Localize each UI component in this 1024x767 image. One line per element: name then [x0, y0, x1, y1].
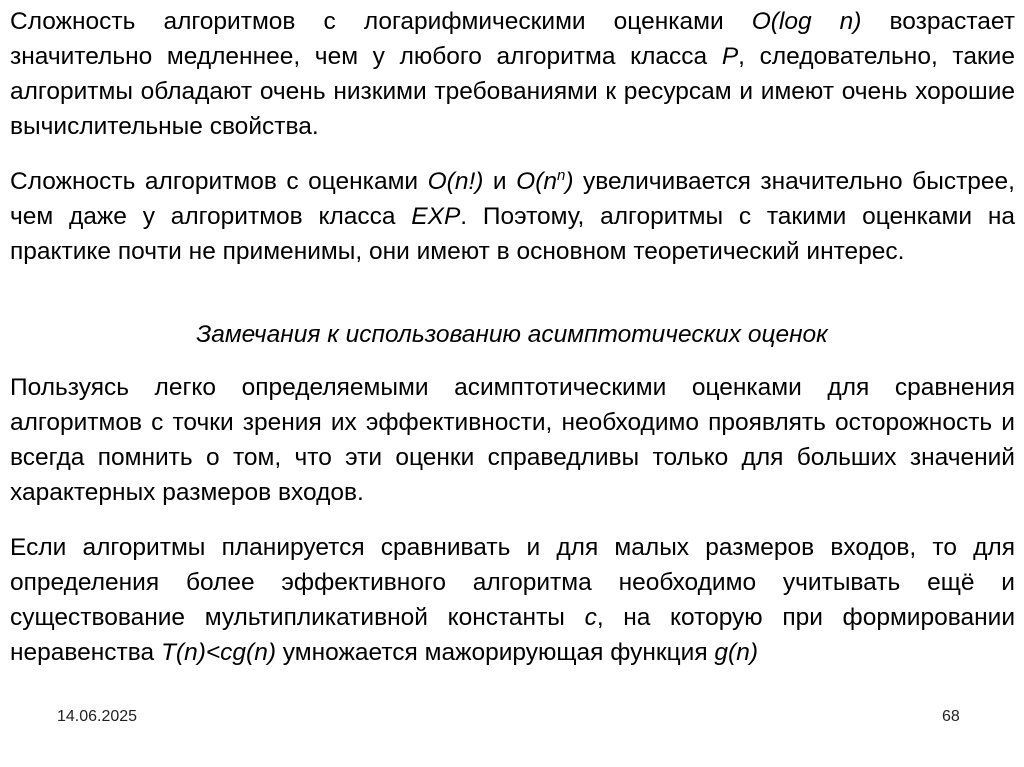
paragraph-small-inputs [10, 530, 1015, 670]
p1-text-2: возрастает значительно медленнее, чем у любого алгоритма класса [10, 8, 1015, 70]
p4-constant-c: c [584, 604, 597, 631]
p1-formula-olog: O(log n) [751, 8, 862, 35]
p4-text-1: Если алгоритмы планируется сравнивать и для малых размеров входов, то для определения более эффективного алгоритма необходимо учитывать ещё и существование мультипликативной константы [10, 534, 1015, 631]
p2-formula-power-exponent: n [556, 167, 566, 184]
page-number: 68 [942, 708, 960, 725]
p4-inequality: T(n)<cg(n) [160, 639, 276, 666]
p1-text-3: , следовательно, такие алгоритмы обладают очень низкими требованиями к ресурсам и имеют очень хорошие вычислительные свойства. [10, 43, 1015, 140]
p4-text-2: , на которую при формировании неравенства [10, 604, 1016, 666]
section-heading: Замечания к использованию асимптотических оценок [196, 321, 828, 348]
paragraph-log-complexity [10, 4, 1015, 144]
p2-text-2: и [483, 168, 517, 195]
p2-text-4: . Поэтому, алгоритмы с такими оценками на практике почти не применимы, они имеют в основном теоретический интерес. [10, 203, 1015, 265]
paragraph-caution [10, 370, 1015, 510]
p2-text-1: Сложность алгоритмов с оценками [10, 168, 428, 195]
p1-class-p: P [721, 43, 739, 70]
p4-text-3: умножается мажорирующая функция [276, 639, 715, 666]
paragraph-factorial-complexity [10, 164, 1015, 269]
p4-function-g: g(n) [714, 639, 758, 666]
p2-formula-factorial: O(n!) [427, 168, 484, 195]
p2-text-3: увеличивается значительно быстрее, чем даже у алгоритмов класса [10, 168, 1015, 230]
p3-text-1: Пользуясь легко определяемыми асимптотическими оценками для сравнения алгоритмов с точки зрения их эффективности, необходимо проявлять осторожность и всегда помнить о том, что эти оценки справедливы только для больших значений характерных размеров входов. [10, 374, 1015, 506]
footer-date: 14.06.2025 [57, 708, 138, 725]
p2-formula-power-base: O(n [516, 168, 557, 195]
p2-formula-power-close: ) [565, 168, 574, 195]
p1-text-1: Сложность алгоритмов с логарифмическими оценками [10, 8, 752, 35]
p2-class-exp: EXP [411, 203, 461, 230]
